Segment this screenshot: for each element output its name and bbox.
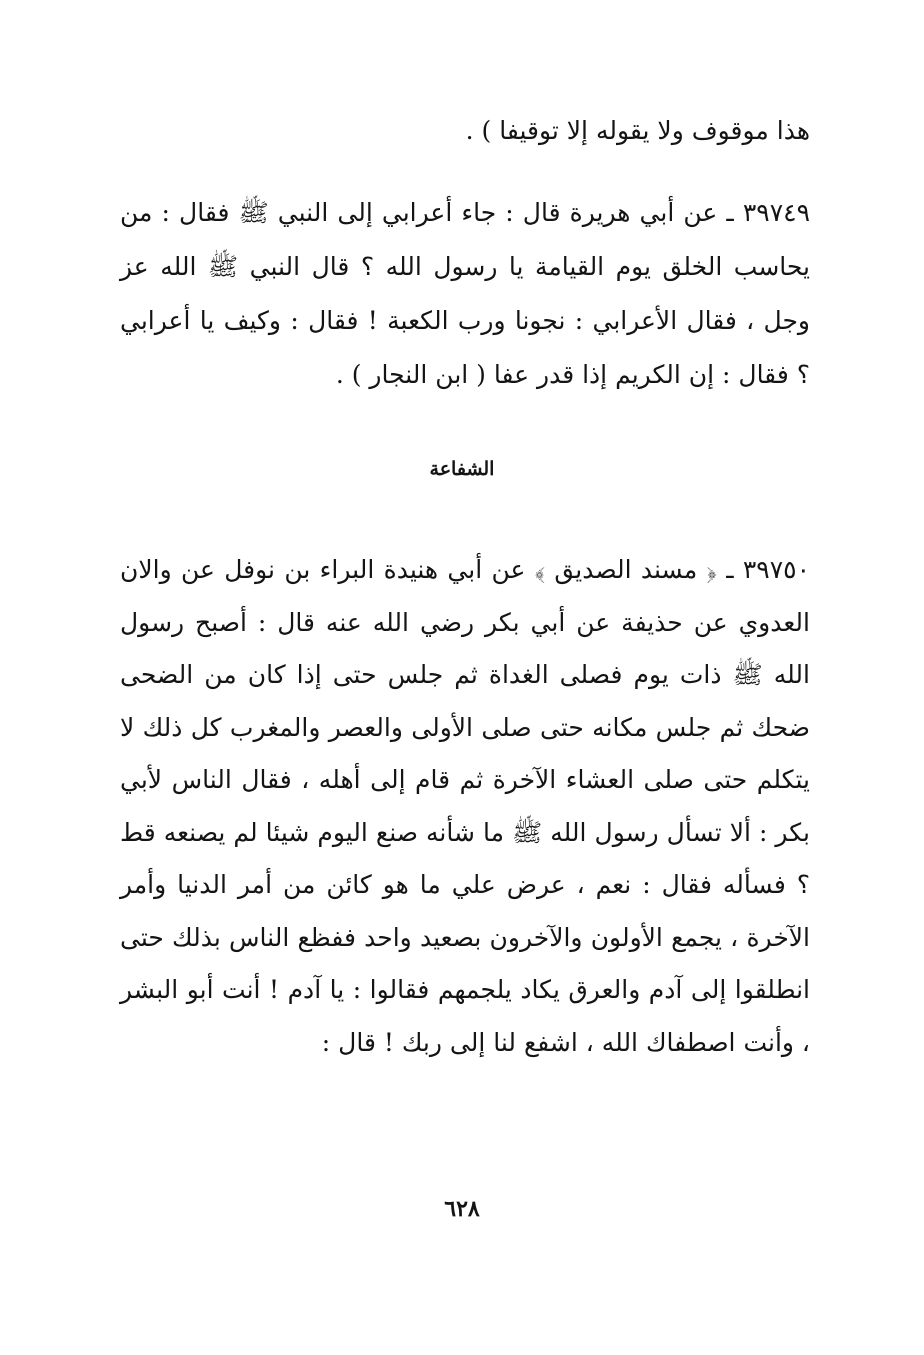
hadith-39750-text: ٣٩٧٥٠ ـ ﴿ مسند الصديق ﴾ عن أبي هنيدة البراء بن نوفل عن والان العدوي عن حذيفة عن أبي بكر رضي الله عنه قال : أصبح رسول الله ﷺ ذات يوم فصلى الغداة ثم جلس حتى إذا كان من الضحى ضحك ثم جلس مكانه حتى صلى الأولى والعصر والمغرب كل ذلك لا يتكلم حتى صلى العشاء الآخرة ثم قام إلى أهله ، فقال الناس لأبي بكر : ألا تسأل رسول الله ﷺ ما شأنه صنع اليوم شيئا لم يصنعه قط ؟ فسأله فقال : نعم ، عرض علي ما هو كائن من أمر الدنيا وأمر الآخرة ، يجمع الأولون والآخرون بصعيد واحد ففظع الناس بذلك حتى انطلقوا إلى آدم والعرق يكاد يلجمهم فقالوا : يا آدم ! أنت أبو البشر ، وأنت اصطفاك الله ، اشفع لنا إلى ربك ! قال : xyxy=(120,555,810,1057)
section-heading: الشفاعة xyxy=(429,458,495,480)
hadith-39750-paragraph xyxy=(120,544,810,1069)
hadith-39749-text: ٣٩٧٤٩ ـ عن أبي هريرة قال : جاء أعرابي إلى النبي ﷺ فقال : من يحاسب الخلق يوم القيامة يا رسول الله ؟ قال النبي ﷺ الله عز وجل ، فقال الأعرابي : نجونا ورب الكعبة ! فقال : وكيف يا أعرابي ؟ فقال : إن الكريم إذا قدر عفا ( ابن النجار ) . xyxy=(120,198,810,389)
hadith-39749-paragraph xyxy=(120,186,810,402)
continuation-paragraph xyxy=(120,104,810,158)
continuation-text: هذا موقوف ولا يقوله إلا توقيفا ) . xyxy=(465,116,810,145)
page-number: ٦٢٨ xyxy=(444,1196,480,1222)
